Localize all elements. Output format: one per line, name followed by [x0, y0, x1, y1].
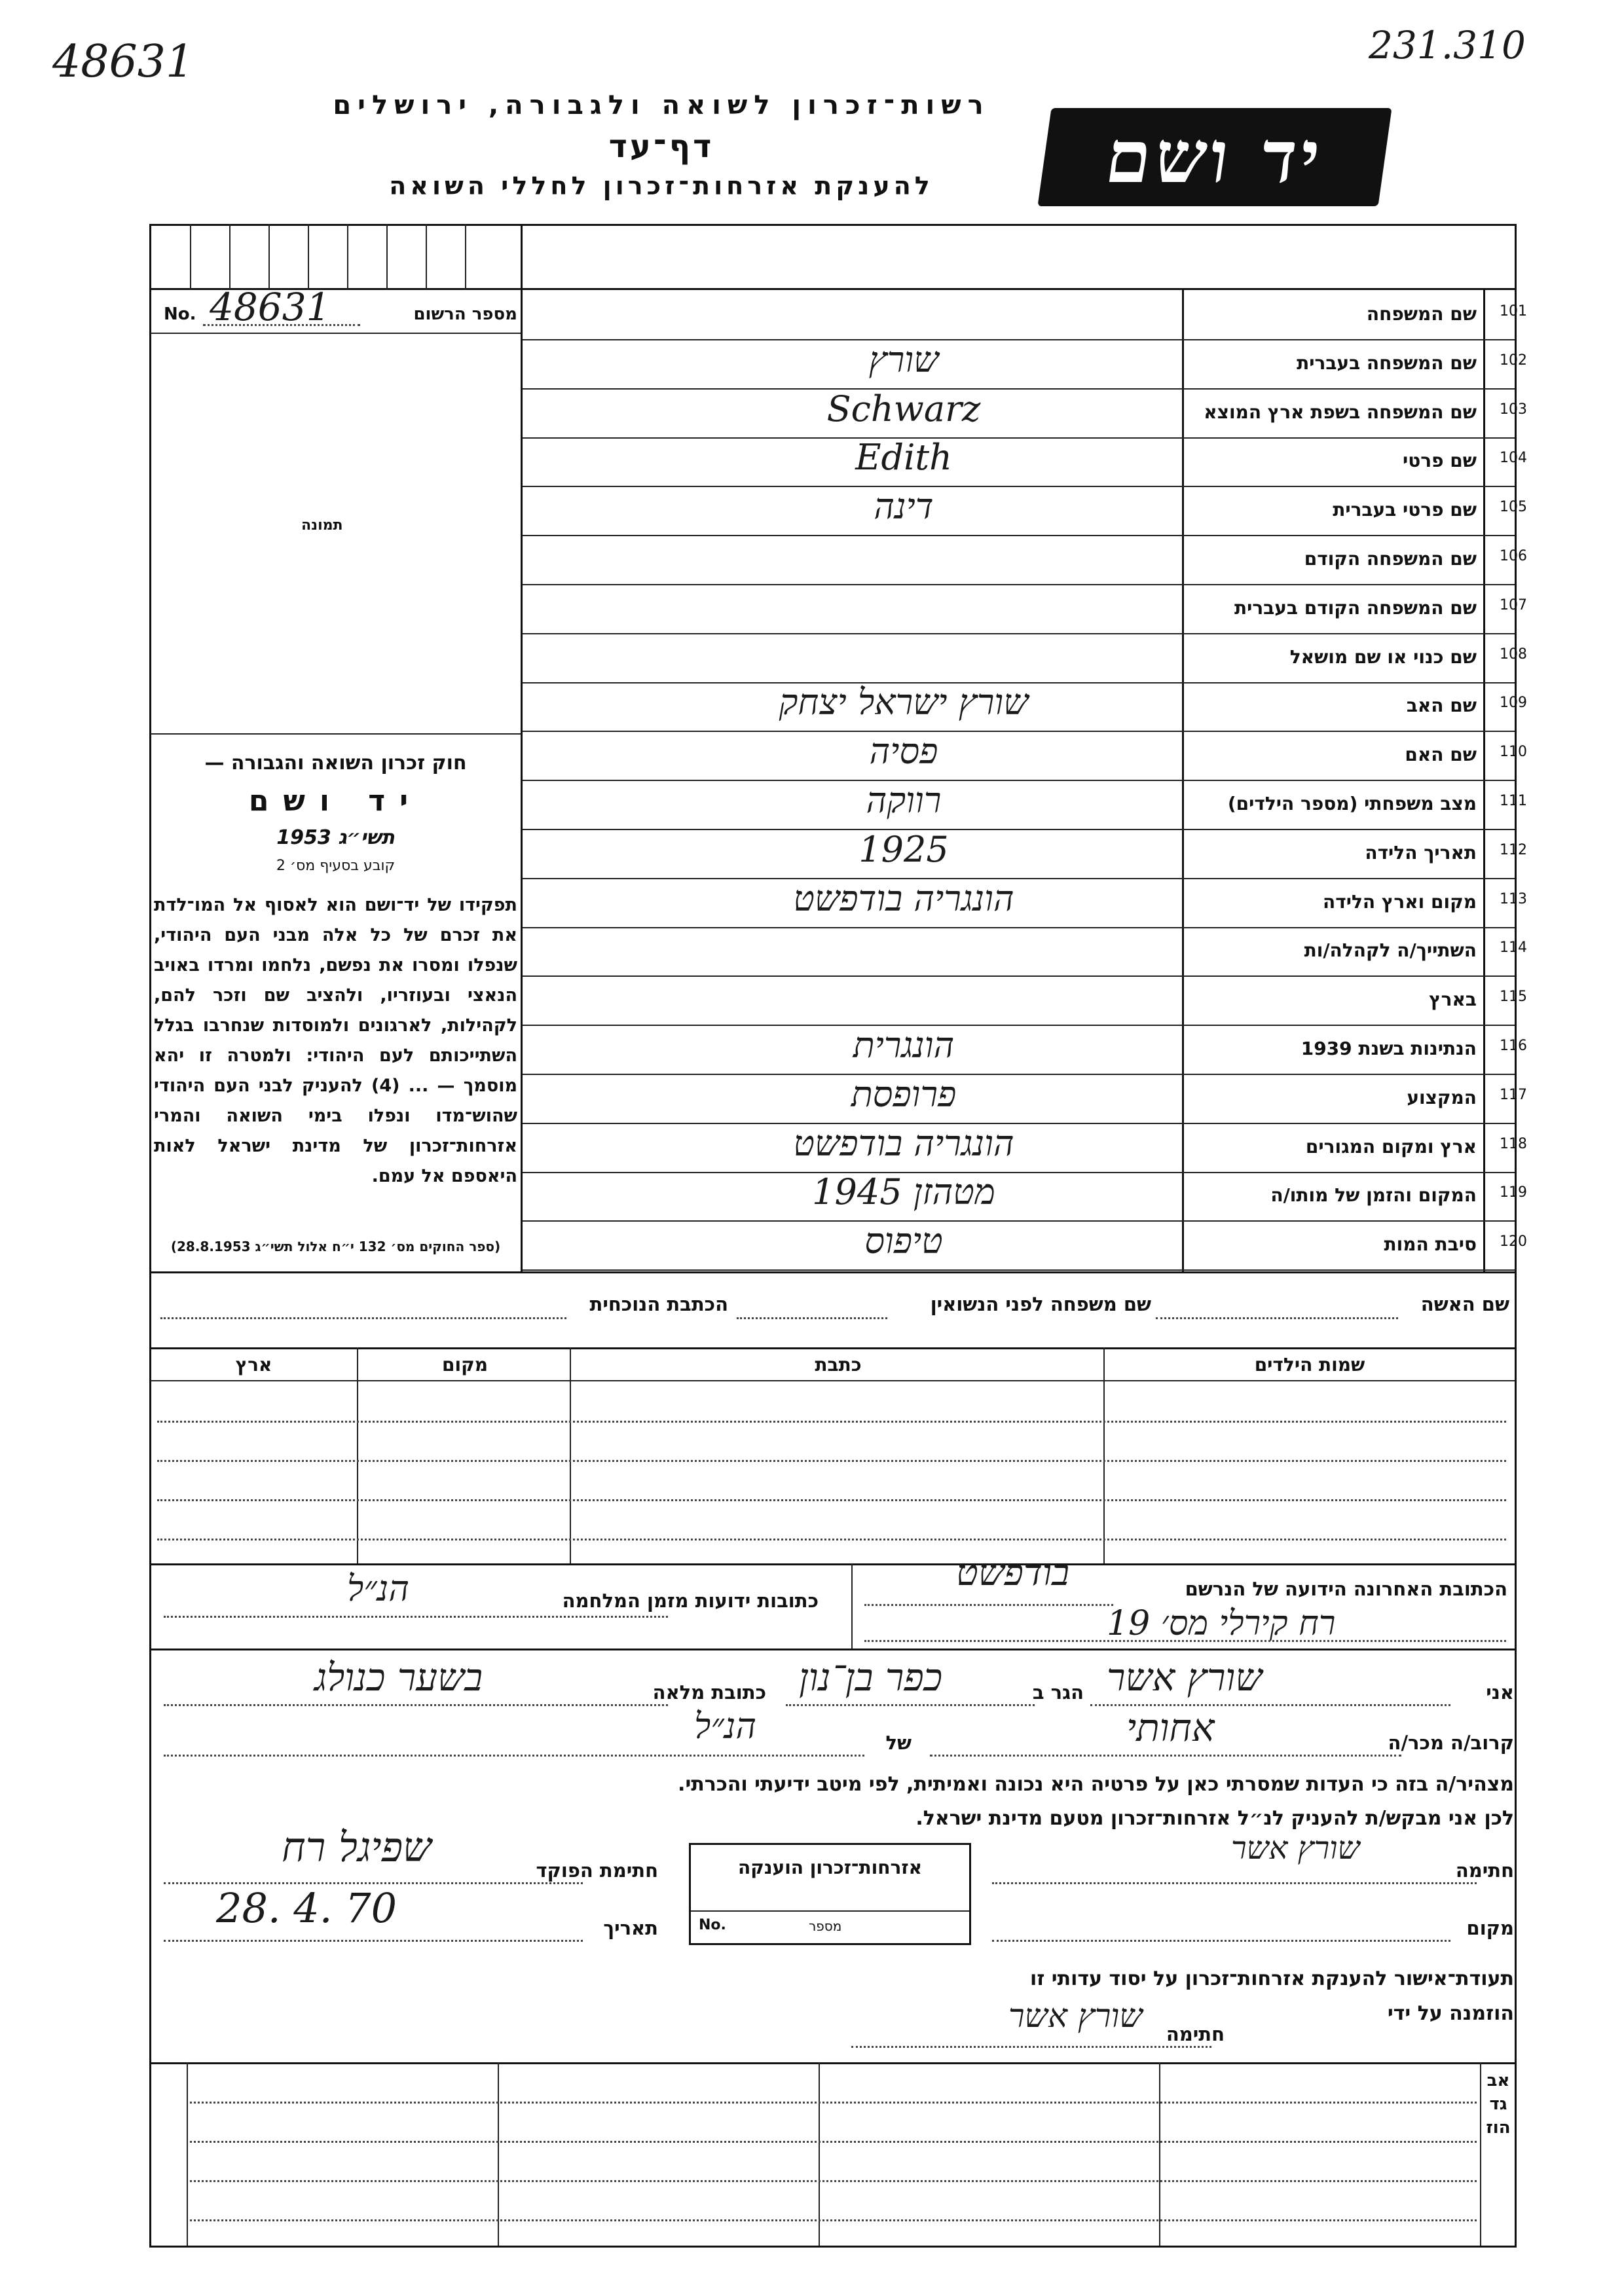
field-label: ארץ ומקום המגורים	[1305, 1136, 1477, 1157]
field-row-105	[0, 487, 1624, 536]
witness-i-label: אני	[1486, 1681, 1514, 1704]
field-value[interactable]: רווקה	[866, 780, 942, 821]
fields-bottom-border	[149, 1271, 1517, 1273]
date-label: תאריך	[603, 1917, 658, 1939]
field-value[interactable]: מטהזן 1945	[812, 1171, 995, 1212]
official-signature: שפיגל רח	[282, 1823, 432, 1871]
field-row-118	[0, 1124, 1624, 1173]
children-address-header: כתבת	[815, 1354, 862, 1376]
field-row-102	[0, 340, 1624, 390]
field-number: 114	[1500, 939, 1527, 956]
field-row-114	[0, 928, 1624, 977]
wife-maiden-label: שם משפחה לפני הנשואין	[930, 1293, 1151, 1315]
field-value[interactable]: דינה	[874, 486, 934, 527]
last-address-value: בודפשט	[956, 1552, 1070, 1594]
field-number: 115	[1500, 989, 1527, 1005]
certificate-signature-label: חתימה	[1166, 2023, 1225, 2045]
header-subtitle: להענקת אזרחות־זכרון לחללי השואה	[389, 172, 934, 200]
wife-address-label: הכתבת הנוכחית	[589, 1293, 728, 1315]
corner-right-number: 231.310	[1369, 23, 1526, 67]
field-label: סיבת המות	[1384, 1233, 1477, 1255]
field-label: בארץ	[1429, 989, 1477, 1010]
field-number: 117	[1500, 1087, 1527, 1103]
field-value[interactable]: פסיה	[869, 731, 938, 772]
field-label: הנתינות בשנת 1939	[1301, 1038, 1477, 1059]
wife-maiden-field[interactable]	[737, 1317, 887, 1319]
witness-of-value: הנ״ל	[694, 1705, 756, 1747]
certificate-line-2: הוזמנה על ידי	[1387, 2002, 1514, 2025]
certificate-line-1: תעודת־אישור להענקת אזרחות־זכרון על יסוד עדותי זו	[1030, 1967, 1514, 1990]
stamp-no-label: מספר	[809, 1918, 842, 1934]
side-code-letters: אבגדהוז	[1486, 2071, 1511, 2138]
witness-relation-value: אחותי	[1126, 1705, 1215, 1750]
frame-top	[149, 224, 1517, 226]
field-row-108	[0, 634, 1624, 683]
official-signature-label: חתימת הפוקד	[536, 1859, 658, 1882]
photo-label: תמונה	[301, 517, 343, 534]
law-footnote: (ספר החוקים מס׳ 132 י״ח אלול תשי״ג 28.8.1953)	[170, 1239, 501, 1254]
field-row-109	[0, 683, 1624, 732]
field-value[interactable]: שורץ	[868, 339, 939, 380]
law-section: קובע בסעיף מס׳ 2	[276, 858, 396, 874]
law-name: יד ושם	[248, 784, 423, 818]
field-label: מצב משפחתי (מספר הילדים)	[1227, 793, 1477, 814]
header-authority: רשות־זכרון לשואה ולגבורה, ירושלים	[333, 90, 990, 120]
witness-place-label: מקום	[1466, 1917, 1514, 1939]
field-label: השתייך/ה לקהלה/ות	[1304, 939, 1477, 961]
witness-of-label: של	[885, 1732, 912, 1754]
field-row-103	[0, 390, 1624, 439]
field-label: שם המשפחה הקודם בעברית	[1234, 597, 1477, 619]
field-number: 102	[1500, 352, 1527, 369]
date-value: 28. 4. 70	[216, 1884, 397, 1932]
field-label: שם פרטי בעברית	[1333, 499, 1477, 520]
registration-value: 48631	[210, 285, 331, 329]
last-address-value-2: רח קירלי מס׳ 19	[1107, 1604, 1336, 1643]
field-number: 107	[1500, 597, 1527, 613]
children-country-header: ארץ	[235, 1354, 272, 1376]
witness-signature-label: חתימה	[1455, 1859, 1514, 1882]
field-label: מקום וארץ הלידה	[1323, 891, 1477, 913]
law-body: תפקידו של יד־ושם הוא לאסוף אל המו־לדת את זכרם של כל אלה מבני העם היהודי, שנפלו ומסרו את נפשם, נלחמו ומרדו באויב הנאצי ובעוזריו, ולהציב שם וזכר להם, לקהילות, לארגונים ולמוסדות שנחרבו בגלל השתייכותם לעם היהודי: ולמטרה זו יהא מוסמך — ... (4) להעניק לבני העם היהודי שהוש־מדו ונפלו בימי השואה והמרי אזרחות־זכרון של מדינת ישראל לאות היאספם אל עמם.	[154, 895, 517, 1186]
field-row-111	[0, 781, 1624, 830]
field-number: 108	[1500, 646, 1527, 663]
field-number: 112	[1500, 842, 1527, 858]
field-label: שם כנוי או שם מושאל	[1289, 646, 1477, 668]
children-row[interactable]	[157, 1421, 1506, 1423]
field-row-120	[0, 1222, 1624, 1271]
field-label: שם המשפחה	[1366, 303, 1477, 325]
field-number: 109	[1500, 695, 1527, 711]
witness-full-address-label: כתובת מלאה	[652, 1681, 766, 1704]
registration-label: מספר הרשום	[413, 304, 517, 324]
field-row-110	[0, 732, 1624, 781]
field-row-104	[0, 438, 1624, 487]
witness-signature: שורץ אשר	[1231, 1830, 1360, 1867]
wartime-address-label: כתובות ידועות מזמן המלחמה	[562, 1590, 819, 1612]
field-value[interactable]: שורץ ישראל יצחק	[779, 682, 1029, 723]
field-label: שם האב	[1406, 695, 1477, 716]
stamp-title: אזרחות־זכרון הוענקה	[738, 1857, 922, 1878]
wife-label: שם האשה	[1420, 1293, 1509, 1315]
children-row[interactable]	[157, 1499, 1506, 1501]
law-title: חוק זכרון השואה והגבורה —	[204, 752, 467, 774]
stamp-no-prefix: No.	[699, 1917, 726, 1933]
field-label: שם המשפחה בעברית	[1297, 352, 1477, 374]
field-row-117	[0, 1075, 1624, 1124]
wife-name-field[interactable]	[1156, 1317, 1398, 1319]
field-value[interactable]: טיפוס	[864, 1220, 943, 1262]
field-value[interactable]: הונגריה בודפשט	[793, 1123, 1014, 1164]
yad-vashem-logo: יד ושם	[1037, 108, 1392, 206]
field-label: שם המשפחה בשפת ארץ המוצא	[1204, 401, 1477, 423]
field-value[interactable]: פרופסת	[851, 1074, 957, 1115]
corner-left-number: 48631	[52, 36, 194, 88]
registration-no-prefix: No.	[164, 304, 196, 324]
last-address-label: הכתובת האחרונה הידועה של הנרשם	[1185, 1578, 1507, 1600]
field-row-113	[0, 879, 1624, 928]
field-row-101	[0, 291, 1624, 340]
wife-address-field[interactable]	[160, 1317, 566, 1319]
field-value[interactable]: 1925	[858, 829, 949, 870]
field-number: 101	[1500, 303, 1527, 319]
field-number: 104	[1500, 450, 1527, 466]
field-number: 106	[1500, 548, 1527, 564]
field-label: שם האם	[1405, 744, 1477, 765]
field-value[interactable]: Edith	[855, 437, 952, 478]
field-number: 118	[1500, 1136, 1527, 1152]
field-row-115	[0, 977, 1624, 1026]
field-label: שם המשפחה הקודם	[1304, 548, 1477, 570]
field-number: 120	[1500, 1233, 1527, 1250]
field-label: תאריך הלידה	[1365, 842, 1477, 864]
field-row-107	[0, 585, 1624, 634]
field-value[interactable]: הונגרית	[853, 1025, 955, 1066]
field-row-116	[0, 1026, 1624, 1075]
wartime-address-value: הנ״ל	[347, 1568, 409, 1609]
field-label: שם פרטי	[1402, 450, 1477, 471]
field-number: 105	[1500, 499, 1527, 515]
children-names-header: שמות הילדים	[1254, 1354, 1365, 1376]
witness-resides-label: הגר ב	[1032, 1681, 1084, 1704]
certificate-signature: שורץ אשר	[1008, 1997, 1143, 2035]
header-form-title: דף־עד	[608, 128, 714, 165]
checkbox-strip-bottom	[149, 288, 1517, 290]
children-place-header: מקום	[442, 1354, 488, 1376]
field-value[interactable]: הונגריה בודפשט	[793, 878, 1014, 919]
frame-bottom	[149, 2246, 1517, 2248]
witness-name: שורץ אשר	[1107, 1655, 1263, 1700]
field-number: 113	[1500, 891, 1527, 907]
field-number: 111	[1500, 793, 1527, 809]
field-number: 116	[1500, 1038, 1527, 1054]
law-year: תשי״ג 1953	[276, 826, 395, 849]
field-row-119	[0, 1173, 1624, 1222]
field-row-112	[0, 830, 1624, 879]
declaration-line-1: מצהיר/ה בזה כי העדות שמסרתי כאן על פרטיה היא נכונה ואמיתית, לפי מיטב ידיעתי והכרתי.	[678, 1773, 1514, 1796]
witness-place-field[interactable]	[992, 1940, 1450, 1942]
field-label: המקום והזמן של מותו/ה	[1270, 1184, 1477, 1206]
declaration-line-2: לכן אני מבקש/ת להעניק לנ״ל אזרחות־זכרון מטעם מדינת ישראל.	[915, 1807, 1514, 1830]
field-number: 119	[1500, 1184, 1527, 1201]
field-number: 103	[1500, 401, 1527, 418]
citizenship-granted-stamp	[689, 1843, 971, 1945]
field-value[interactable]: Schwarz	[826, 388, 981, 429]
children-row[interactable]	[157, 1539, 1506, 1540]
field-underline	[523, 1269, 1515, 1271]
children-row[interactable]	[157, 1460, 1506, 1462]
field-label: המקצוע	[1407, 1087, 1477, 1108]
witness-relation-label: קרוב/ה מכר/ה	[1388, 1732, 1514, 1754]
field-row-106	[0, 536, 1624, 585]
field-number: 110	[1500, 744, 1527, 760]
witness-resides-value: כפר בן־נון	[799, 1655, 943, 1700]
witness-full-address-value: בשער כנולג	[314, 1655, 483, 1700]
